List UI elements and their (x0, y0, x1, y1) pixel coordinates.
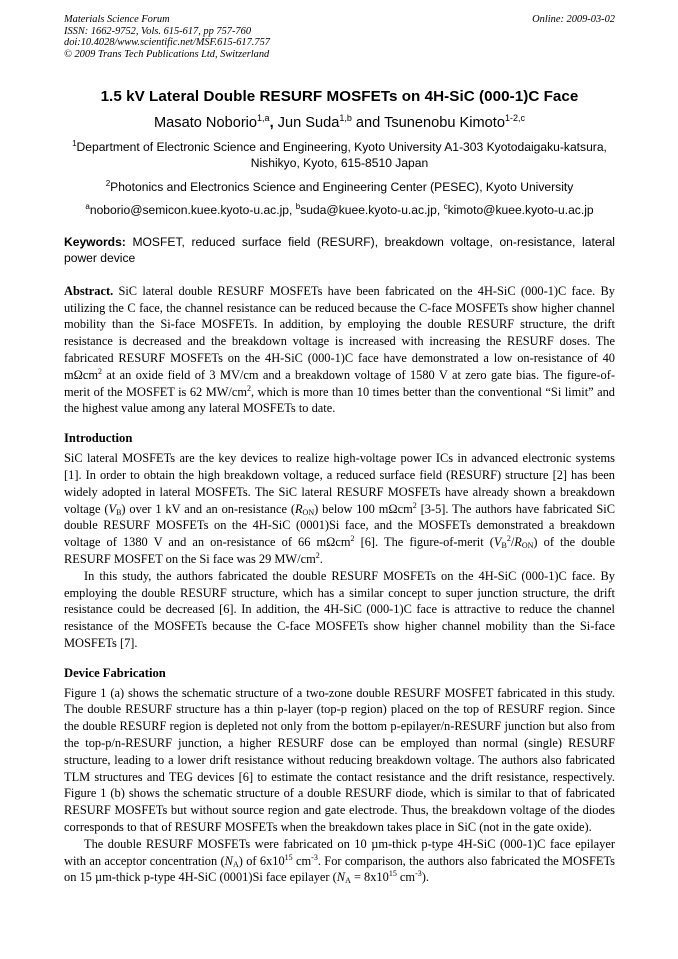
body-text: [6]. The figure-of-merit ( (354, 535, 494, 550)
affiliation-1-line-2: Nishikyo, Kyoto, 615-8510 Japan (250, 155, 429, 170)
author-name: Jun Suda (277, 115, 340, 132)
paper-page (64, 14, 615, 886)
affiliation-2-text: Photonics and Electronics Science and Engineering Center (PESEC), Kyoto University (110, 179, 574, 194)
email-c[interactable]: kimoto@kuee.kyoto-u.ac.jp (447, 203, 594, 218)
affiliation-1-line-1: Department of Electronic Science and Engineering, Kyoto University A1-303 Kyotodaigaku-katsura, (76, 140, 607, 155)
section-heading-device-fabrication: Device Fabrication (64, 665, 166, 680)
body-text: cm (396, 870, 416, 885)
superscript: 2 (506, 534, 511, 544)
symbol: R (294, 501, 303, 516)
copyright-line: © 2009 Trans Tech Publications Ltd, Switzerland (64, 48, 270, 60)
online-date: Online: 2009-03-02 (532, 14, 615, 25)
abstract-text: at an oxide field of 3 MV/cm and a breakdown voltage of 1580 V at zero gate bias. The figure-of-merit of the MOSFET is 62 MW/cm (64, 367, 615, 399)
body-text: ) below 100 mΩcm (314, 501, 413, 516)
journal-name: Materials Science Forum (64, 14, 170, 25)
abstract-text: , which is more than 10 times better than the conventional “Si limit” and the highest value among any lateral MOSFETs to date. (64, 384, 615, 416)
paper-title: 1.5 kV Lateral Double RESURF MOSFETs on 4H-SiC (000-1)C Face (100, 88, 579, 106)
keywords-label: Keywords: (64, 234, 126, 249)
subscript: B (116, 507, 122, 517)
fabrication-paragraph-1: Figure 1 (a) shows the schematic structure of a two-zone double RESURF MOSFET fabricated in this study. The double RESURF structure has a thin p-layer (top-p region) placed on the top of RESURF region. Since the double RESURF region is depleted not only from the bottom p-epilayer/n-RESURF junction but also from the top-p/n-RESURF junction, a higher RESURF dose can be employed than normal (single) RESURF structure, leading to a lower drift resistance without reducing breakdown voltage. The authors also fabricated TLM structures and TEG devices [6] to estimate the contact resistance and the drift resistance, respectively. Figure 1 (b) shows the schematic structure of a double RESURF diode, which is similar to that of fabricated RESURF MOSFETs but without source region and gate electrode. Thus, the breakdown voltage of the diodes corresponds to that of RESURF MOSFETs when the breakdown takes place in SiC (not in the gate oxide). (64, 685, 615, 835)
body-text: cm (292, 853, 312, 868)
subscript: A (232, 859, 239, 869)
symbol: V (108, 501, 117, 516)
body-text: . For comparison, the authors also fabricated the MOSFETs on 15 µm-thick p-type 4H-SiC (0001)Si face epilayer ( (64, 853, 615, 885)
subscript: B (501, 541, 507, 551)
keywords (64, 234, 615, 266)
superscript: 15 (388, 869, 397, 879)
author-separator: and (351, 115, 385, 132)
affiliation-sup: 1 (72, 139, 77, 149)
affiliation-2 (64, 180, 615, 196)
abstract-text: SiC lateral double RESURF MOSFETs have been fabricated on the 4H-SiC (000-1)C face. By utilizing the C face, the channel resistance can be reduced because the C-face MOSFETs show higher channel mobility than the Si-face MOSFETs. In addition, by employing the double RESURF structure, the drift resistance is decreased and the breakdown voltage is increased with increasing the RESURF doses. The fabricated RESURF MOSFETs on the 4H-SiC (000-1)C face have demonstrated a low on-resistance of 40 mΩcm (64, 283, 615, 382)
body-text: [3-5]. The authors have fabricated SiC double RESURF MOSFETs on the 4H-SiC (0001)Si face, and the MOSFETs demonstrated a breakdown voltage of 1380 V and an on-resistance of 66 mΩcm (64, 501, 615, 550)
doi-line: doi:10.4028/www.scientific.net/MSF.615-617.757 (64, 37, 270, 49)
body-text: ). (421, 870, 429, 885)
subscript: A (345, 876, 351, 886)
superscript: -3 (415, 869, 422, 879)
body-text: The double RESURF MOSFETs were fabricated on 10 µm-thick p-type 4H-SiC (000-1)C face epilayer with an acceptor concentration ( (64, 836, 615, 868)
email-sup: b (295, 202, 301, 212)
email-a[interactable]: noborio@semicon.kuee.kyoto-u.ac.jp, (89, 203, 296, 218)
body-text: SiC lateral MOSFETs are the key devices to realize high-voltage power ICs in advanced electronic systems [1]. In order to obtain the high breakdown voltage, a reduced surface field (RESURF) structure [2] has been widely adopted in lateral MOSFETs. The SiC lateral RESURF MOSFETs have already shown a breakdown voltage ( (64, 451, 615, 516)
author-name: Tsunenobu Kimoto (384, 115, 505, 132)
superscript: 2 (247, 383, 251, 393)
author-name: Masato Noborio (154, 115, 258, 132)
author-separator: , (269, 115, 278, 132)
superscript: 2 (315, 550, 320, 560)
introduction-paragraph-2: In this study, the authors fabricated the double RESURF MOSFETs on the 4H-SiC (000-1)C face. By employing the double RESURF structure, which has a similar concept to super junction structure, the drift resistance could be decreased [6]. In addition, the 4H-SiC (000-1)C face is attractive to reduce the channel resistance of the MOSFETs because the C-face MOSFETs show higher channel mobility than the Si-face MOSFETs [7]. (64, 568, 615, 650)
affiliation-sup: 2 (105, 178, 111, 188)
abstract-label: Abstract. (64, 283, 114, 298)
subscript: ON (521, 541, 534, 551)
body-text: / (510, 535, 515, 550)
symbol: V (493, 535, 502, 550)
introduction-section (64, 450, 615, 652)
symbol: N (224, 853, 233, 868)
author-affil-sup: 1,a (257, 113, 270, 124)
body-text: = 8x10 (350, 870, 389, 885)
journal-header (64, 14, 615, 60)
superscript: 2 (97, 366, 102, 376)
body-text: ) of 6x10 (238, 853, 285, 868)
section-heading-introduction: Introduction (64, 431, 133, 446)
fabrication-paragraph-2 (64, 836, 615, 886)
superscript: -3 (311, 852, 318, 862)
symbol: N (336, 870, 346, 885)
symbol: R (514, 535, 522, 550)
email-sup: a (85, 202, 90, 212)
body-text: ) over 1 kV and an on-resistance ( (121, 501, 295, 516)
author-list (64, 114, 615, 133)
affiliation-1 (64, 140, 615, 171)
email-b[interactable]: suda@kuee.kyoto-u.ac.jp, (300, 203, 444, 218)
keywords-text: MOSFET, reduced surface field (RESURF), breakdown voltage, on-resistance, lateral power device (64, 234, 615, 265)
body-text: . (319, 551, 323, 566)
issn-line: ISSN: 1662-9752, Vols. 615-617, pp 757-760 (64, 25, 252, 37)
superscript: 2 (350, 534, 355, 544)
introduction-paragraph-1 (64, 450, 615, 568)
email-sup: c (443, 202, 448, 212)
author-affil-sup: 1,b (339, 113, 352, 124)
superscript: 15 (284, 852, 293, 862)
subscript: ON (302, 507, 315, 517)
author-affil-sup: 1-2,c (504, 113, 525, 124)
superscript: 2 (412, 500, 417, 510)
body-text: ) of the double RESURF MOSFET on the Si face was 29 MW/cm (64, 535, 615, 566)
email-line (64, 203, 615, 219)
device-fabrication-section (64, 685, 615, 887)
abstract (64, 283, 615, 417)
